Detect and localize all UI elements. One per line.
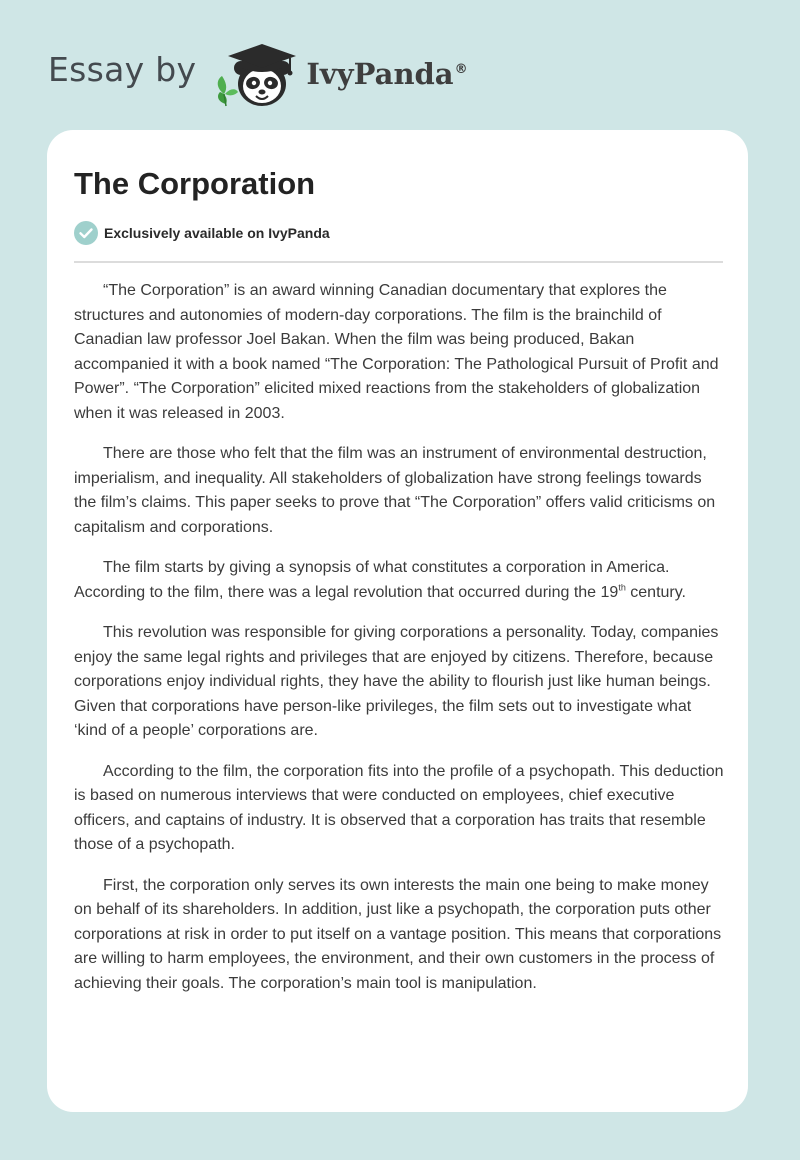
divider <box>74 261 723 263</box>
registered-mark: ® <box>454 62 468 78</box>
paragraph <box>74 556 724 605</box>
paragraph-text: The film starts by giving a synopsis of what constitutes a corporation in America. According to the film, there was a legal revolution that occurred during the 19 <box>74 559 670 601</box>
page-title: The Corporation <box>74 166 316 201</box>
paragraph-text: century. <box>625 583 686 601</box>
paragraph: “The Corporation” is an award winning Canadian documentary that explores the structures and autonomies of modern-day corporations. The film is the brainchild of Canadian law professor Joel Bakan. When the film was being produced, Bakan accompanied it with a book named “The Corporation: The Pathological Pursuit of Profit and Power”. “The Corporation” elicited mixed reactions from the stakeholders of globalization when it was released in 2003. <box>74 282 719 422</box>
paragraph: First, the corporation only serves its own interests the main one being to make money on behalf of its shareholders. In addition, just like a psychopath, the corporation puts other corporations at risk in order to put itself on a vantage position. This means that corporations are willing to harm employees, the environment, and their own customers in the process of achieving their goals. The corporation’s main tool is manipulation. <box>74 876 722 992</box>
exclusive-badge <box>74 221 330 245</box>
paragraph: According to the film, the corporation fits into the profile of a psychopath. This deduction is based on numerous interviews that were conducted on employees, chief executive officers, and captains of industry. It is observed that a corporation has traits that resemble those of a psychopath. <box>74 762 724 853</box>
brand-prefix: Essay by <box>48 49 197 89</box>
exclusive-badge-text: Exclusively available on IvyPanda <box>104 225 330 241</box>
panda-graduation-logo-icon[interactable] <box>210 38 302 110</box>
brand-name[interactable]: IvyPanda® <box>306 57 468 91</box>
ordinal-suffix: th <box>618 582 626 593</box>
paragraph: There are those who felt that the film was an instrument of environmental destruction, imperialism, and inequality. All stakeholders of globalization have strong feelings towards the film’s claims. This paper seeks to prove that “The Corporation” offers valid criticisms on capitalism and corporations. <box>74 445 716 536</box>
check-circle-icon <box>74 221 98 245</box>
paragraph: This revolution was responsible for giving corporations a personality. Today, companies enjoy the same legal rights and privileges that are enjoyed by citizens. Therefore, because corporations enjoy individual rights, they have the ability to flourish just like human beings. Given that corporations have person-like privileges, the film sets out to investigate what ‘kind of a people’ corporations are. <box>74 624 719 739</box>
site-header <box>48 38 468 110</box>
essay-card <box>47 130 748 1112</box>
article-body <box>74 279 724 1012</box>
